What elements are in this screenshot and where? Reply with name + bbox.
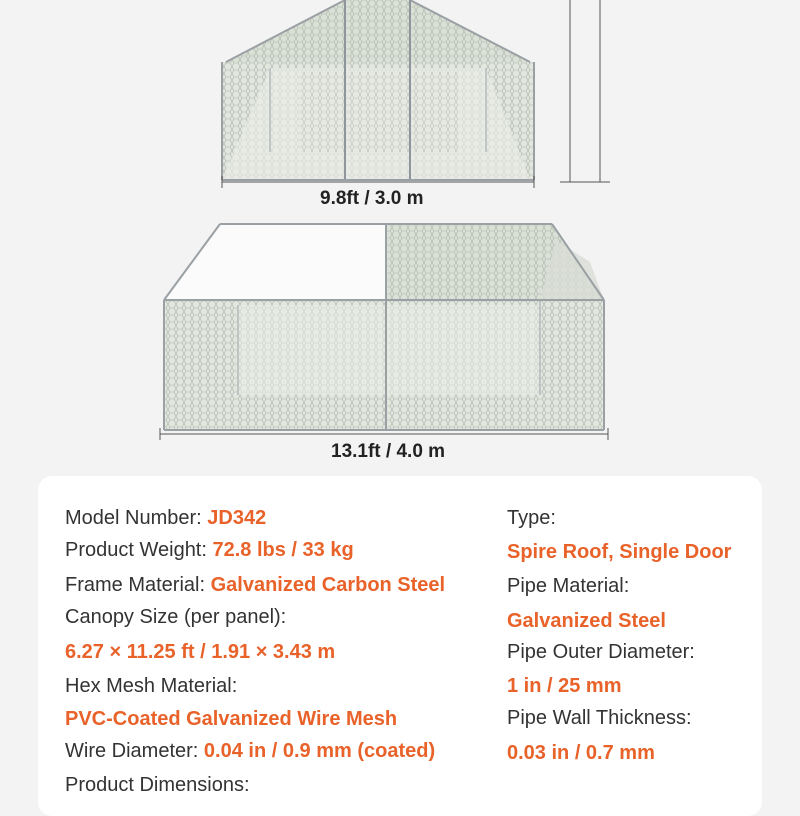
spec-type-label: Type: xyxy=(507,507,556,529)
spec-model-number xyxy=(65,507,266,530)
spec-hex-mesh-value: PVC-Coated Galvanized Wire Mesh xyxy=(65,708,398,730)
spec-label: Model Number: xyxy=(65,507,202,529)
spec-pipe-wall-thickness-label: Pipe Wall Thickness: xyxy=(507,707,692,729)
spec-product-weight xyxy=(65,539,354,562)
spec-canopy-size-value: 6.27 × 11.25 ft / 1.91 × 3.43 m xyxy=(65,641,336,663)
length-dimension-label: 13.1ft / 4.0 m xyxy=(323,441,453,463)
spec-pipe-material-label: Pipe Material: xyxy=(507,575,630,597)
spec-frame-material xyxy=(65,574,445,597)
spec-value: 0.04 in / 0.9 mm (coated) xyxy=(203,740,436,762)
spec-label: Frame Material: xyxy=(65,574,206,596)
coop-front-view xyxy=(222,0,610,188)
spec-pipe-outer-diameter-value: 1 in / 25 mm xyxy=(507,675,622,697)
spec-canopy-size-label: Canopy Size (per panel): xyxy=(65,606,287,628)
spec-label: Product Weight: xyxy=(65,539,207,561)
spec-pipe-wall-thickness-value: 0.03 in / 0.7 mm xyxy=(507,742,655,764)
spec-type-value: Spire Roof, Single Door xyxy=(507,541,732,563)
spec-product-dimensions-label: Product Dimensions: xyxy=(65,774,250,796)
spec-value: Galvanized Carbon Steel xyxy=(210,574,446,596)
specifications-card xyxy=(38,476,762,816)
coop-side-view xyxy=(160,224,608,440)
spec-pipe-outer-diameter-label: Pipe Outer Diameter: xyxy=(507,641,695,663)
spec-pipe-material-value: Galvanized Steel xyxy=(507,610,666,632)
width-dimension-label: 9.8ft / 3.0 m xyxy=(312,188,432,210)
spec-value: 72.8 lbs / 33 kg xyxy=(212,539,354,561)
spec-value: JD342 xyxy=(207,507,267,529)
spec-hex-mesh-label: Hex Mesh Material: xyxy=(65,675,238,697)
spec-wire-diameter xyxy=(65,740,435,763)
spec-label: Wire Diameter: xyxy=(65,740,199,762)
